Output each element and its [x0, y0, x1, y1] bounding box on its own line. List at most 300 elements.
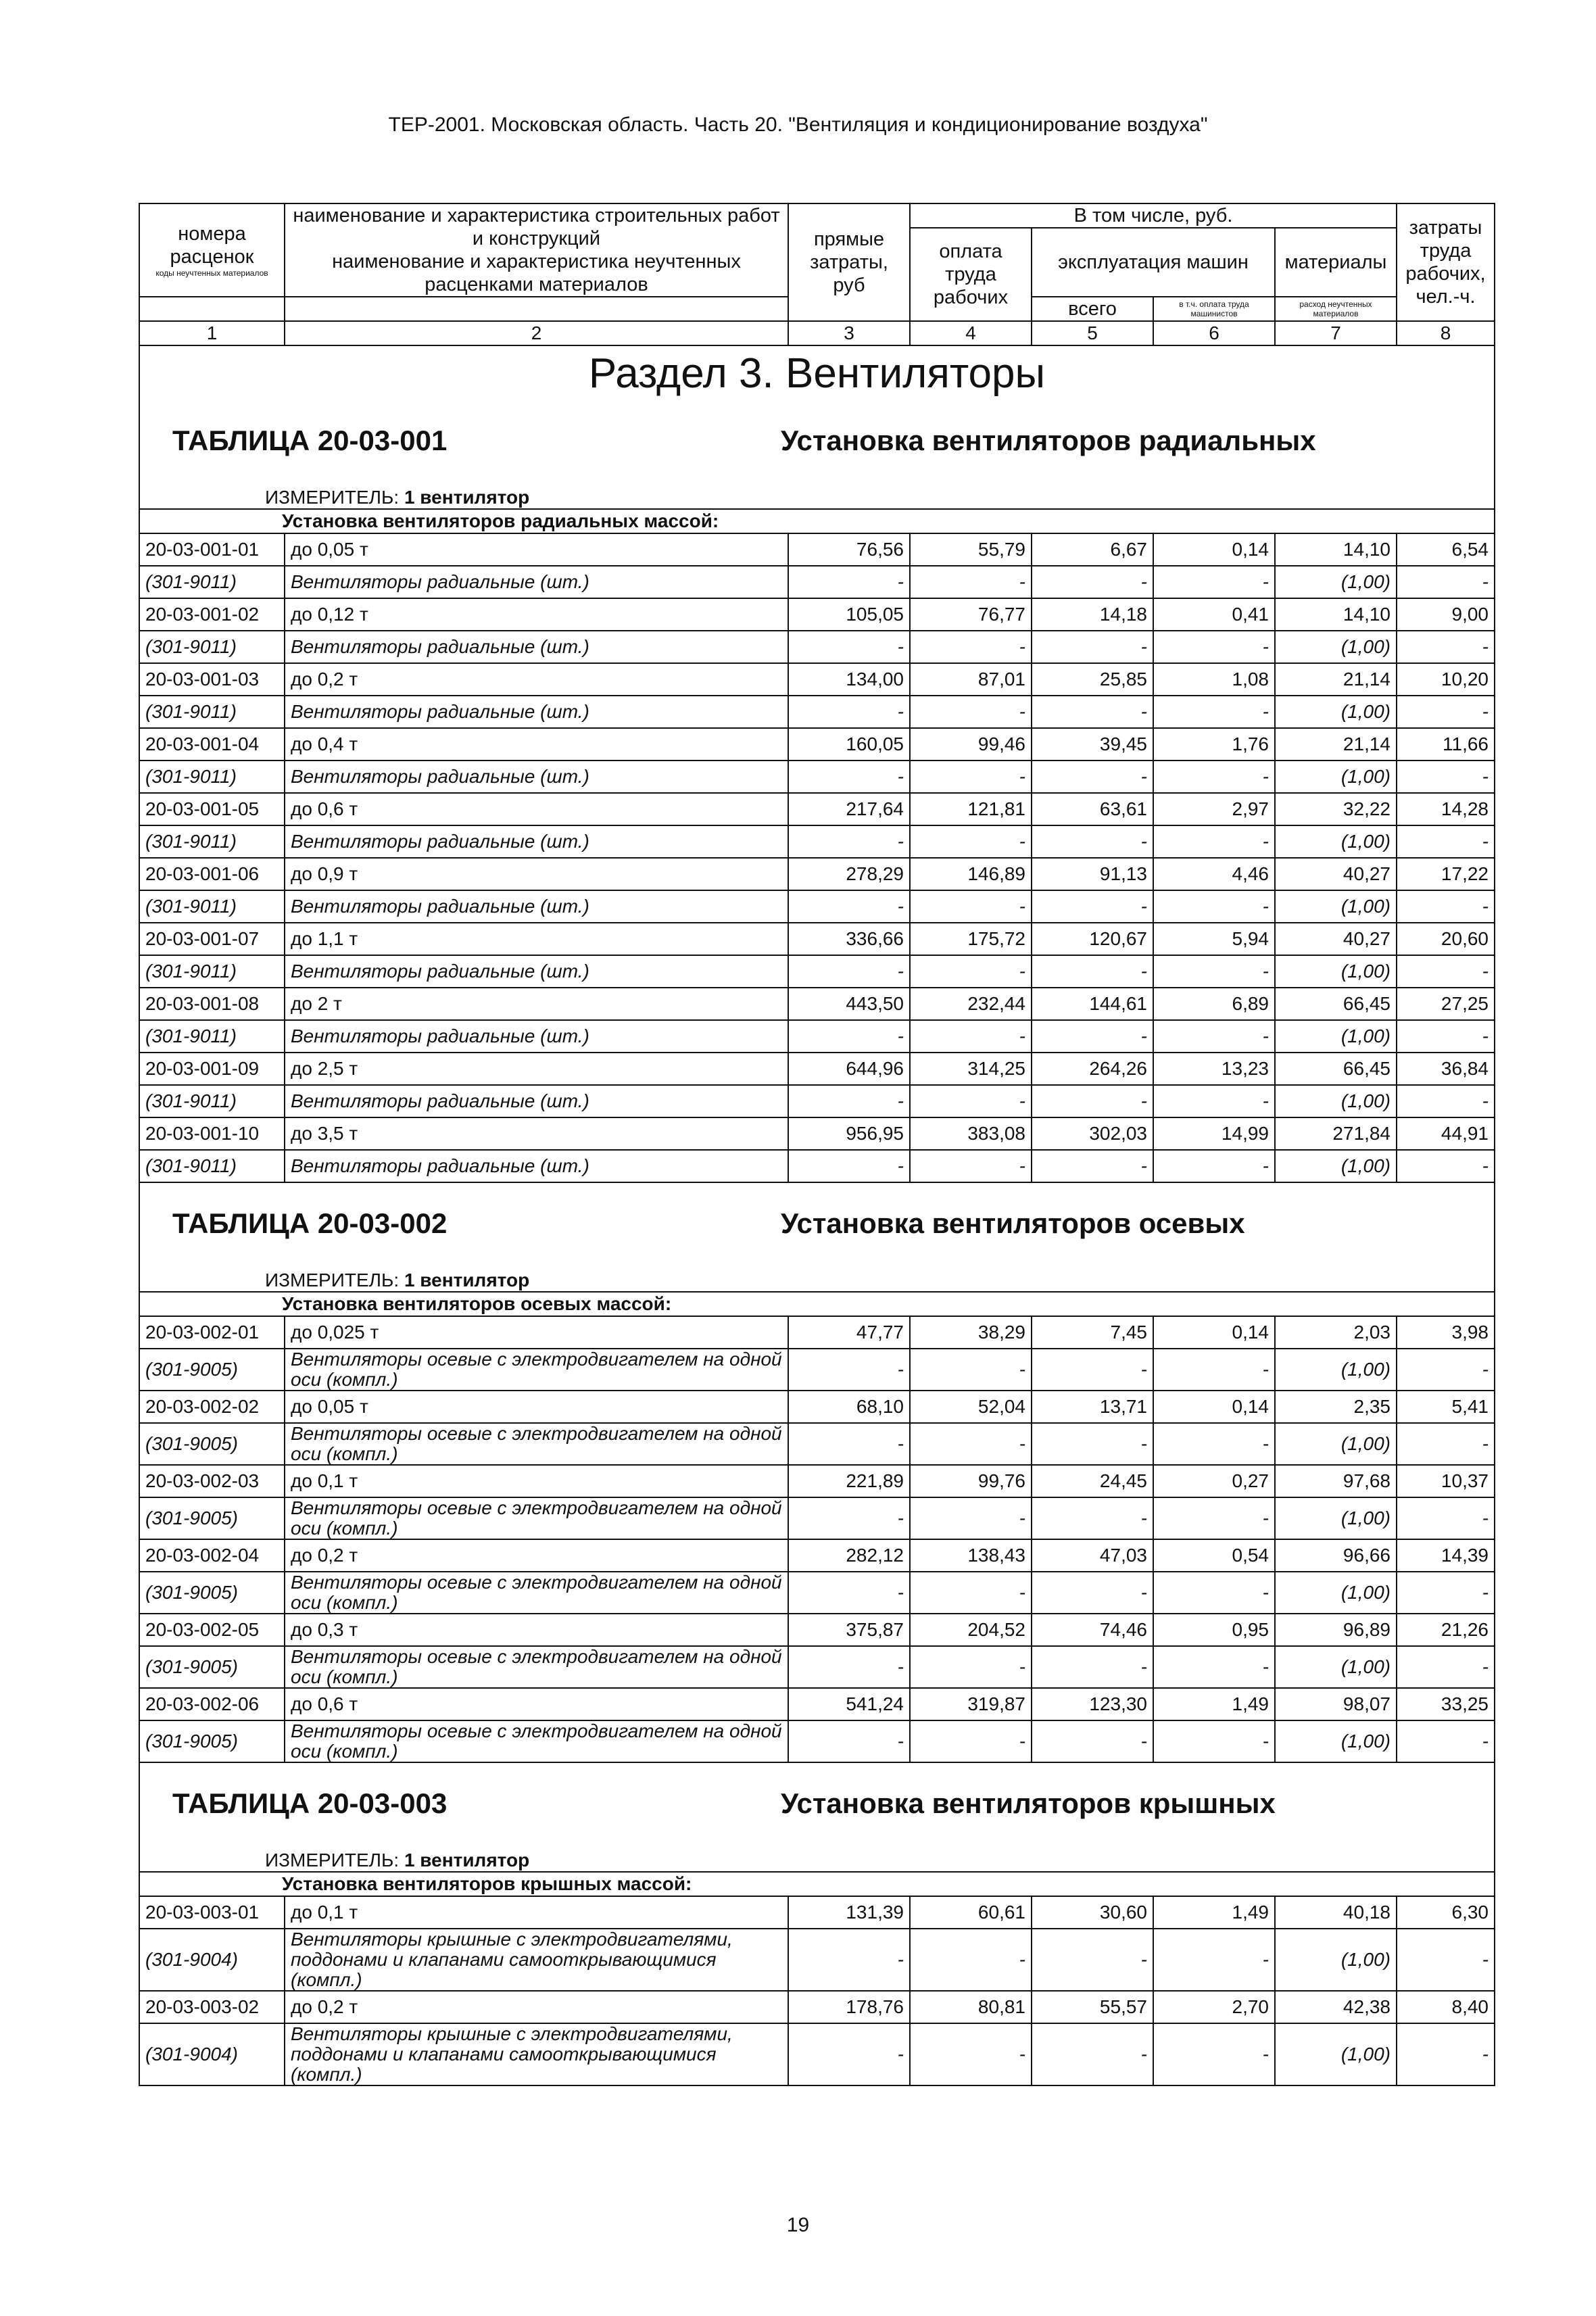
material-row [139, 696, 1495, 728]
rate-value-c6: 1,76 [1153, 728, 1275, 761]
dash-cell: - [1397, 1349, 1495, 1391]
rate-value-c4: 314,25 [910, 1053, 1032, 1085]
dash-cell: - [1153, 1929, 1275, 1991]
rate-value-c7: 32,22 [1275, 793, 1397, 825]
rate-value-c4: 204,52 [910, 1614, 1032, 1646]
rate-value-c7: 2,35 [1275, 1391, 1397, 1423]
material-row [139, 1497, 1495, 1539]
material-name: Вентиляторы радиальные (шт.) [285, 631, 788, 663]
dash-cell: - [788, 825, 910, 858]
rate-value-c4: 55,79 [910, 533, 1032, 566]
dash-cell: - [910, 1020, 1032, 1053]
dash-cell: - [1397, 825, 1495, 858]
rate-value-c5: 144,61 [1032, 988, 1153, 1020]
dash-cell: - [1153, 1150, 1275, 1182]
measure-label: ИЗМЕРИТЕЛЬ: [265, 1850, 400, 1871]
dash-cell: - [1397, 1020, 1495, 1053]
dash-cell: - [1032, 825, 1153, 858]
rate-value-c3: 131,39 [788, 1896, 910, 1929]
machines-header: эксплуатация машин [1032, 228, 1275, 297]
dash-cell: - [1032, 1150, 1153, 1182]
rate-value-c4: 138,43 [910, 1539, 1032, 1572]
material-row [139, 566, 1495, 598]
material-row [139, 1020, 1495, 1053]
rate-value-c8: 27,25 [1397, 988, 1495, 1020]
dash-cell: - [1032, 1720, 1153, 1762]
dash-cell: - [1397, 1646, 1495, 1688]
measure-value: 1 вентилятор [404, 1270, 530, 1290]
measure-value: 1 вентилятор [404, 487, 530, 508]
material-qty: (1,00) [1275, 761, 1397, 793]
material-code: (301-9005) [139, 1572, 285, 1614]
rate-value-c8: 33,25 [1397, 1688, 1495, 1720]
rate-code: 20-03-002-03 [139, 1465, 285, 1497]
material-qty: (1,00) [1275, 890, 1397, 923]
rate-name: до 2 т [285, 988, 788, 1020]
col7-header: расход неучтенных материалов [1275, 297, 1397, 321]
dash-cell: - [1153, 696, 1275, 728]
rate-value-c6: 0,14 [1153, 1391, 1275, 1423]
rate-value-c5: 302,03 [1032, 1117, 1153, 1150]
dash-cell: - [788, 566, 910, 598]
rate-value-c6: 0,95 [1153, 1614, 1275, 1646]
rate-value-c5: 39,45 [1032, 728, 1153, 761]
table-heading [139, 1762, 1495, 1844]
rate-value-c3: 375,87 [788, 1614, 910, 1646]
dash-cell: - [910, 1150, 1032, 1182]
material-qty: (1,00) [1275, 1423, 1397, 1465]
rate-value-c3: 217,64 [788, 793, 910, 825]
rate-value-c8: 14,39 [1397, 1539, 1495, 1572]
rate-row [139, 1053, 1495, 1085]
material-code: (301-9011) [139, 1020, 285, 1053]
rate-value-c5: 120,67 [1032, 923, 1153, 955]
rate-code: 20-03-001-01 [139, 533, 285, 566]
rate-row [139, 988, 1495, 1020]
rate-value-c5: 91,13 [1032, 858, 1153, 890]
material-code: (301-9004) [139, 1929, 285, 1991]
material-name: Вентиляторы осевые с электродвигателем на одной оси (компл.) [285, 1497, 788, 1539]
rate-value-c5: 47,03 [1032, 1539, 1153, 1572]
material-code: (301-9011) [139, 631, 285, 663]
dash-cell: - [1153, 825, 1275, 858]
rate-value-c5: 14,18 [1032, 598, 1153, 631]
col6-header: в т.ч. оплата труда машинистов [1153, 297, 1275, 321]
rate-value-c7: 14,10 [1275, 533, 1397, 566]
material-qty: (1,00) [1275, 1572, 1397, 1614]
dash-cell: - [1032, 955, 1153, 988]
rate-code: 20-03-001-04 [139, 728, 285, 761]
material-code: (301-9011) [139, 566, 285, 598]
rate-value-c7: 271,84 [1275, 1117, 1397, 1150]
rate-value-c6: 1,49 [1153, 1688, 1275, 1720]
dash-cell: - [910, 1572, 1032, 1614]
rate-name: до 0,9 т [285, 858, 788, 890]
rate-value-c5: 74,46 [1032, 1614, 1153, 1646]
dash-cell: - [1153, 631, 1275, 663]
rate-code: 20-03-001-08 [139, 988, 285, 1020]
measure-label: ИЗМЕРИТЕЛЬ: [265, 1270, 400, 1290]
rate-value-c6: 0,41 [1153, 598, 1275, 631]
material-name: Вентиляторы осевые с электродвигателем на одной оси (компл.) [285, 1349, 788, 1391]
material-qty: (1,00) [1275, 1150, 1397, 1182]
rate-name: до 0,025 т [285, 1316, 788, 1349]
rate-value-c5: 55,57 [1032, 1991, 1153, 2023]
rate-value-c8: 17,22 [1397, 858, 1495, 890]
table-heading [139, 1182, 1495, 1264]
rate-name: до 3,5 т [285, 1117, 788, 1150]
material-qty: (1,00) [1275, 1929, 1397, 1991]
dash-cell: - [788, 1020, 910, 1053]
dash-cell: - [1153, 890, 1275, 923]
dash-cell: - [788, 1929, 910, 1991]
material-row [139, 1720, 1495, 1762]
rate-value-c6: 0,14 [1153, 533, 1275, 566]
dash-cell: - [1032, 1423, 1153, 1465]
rate-code: 20-03-001-10 [139, 1117, 285, 1150]
material-row [139, 955, 1495, 988]
rate-value-c6: 0,54 [1153, 1539, 1275, 1572]
column-numbers-row: 1 2 3 4 5 6 7 8 [139, 321, 1495, 345]
rate-value-c3: 221,89 [788, 1465, 910, 1497]
table-title: Установка вентиляторов крышных [781, 1787, 1276, 1819]
material-code: (301-9011) [139, 890, 285, 923]
material-name: Вентиляторы радиальные (шт.) [285, 825, 788, 858]
material-name: Вентиляторы радиальные (шт.) [285, 955, 788, 988]
table-subtitle: Установка вентиляторов радиальных массой: [139, 509, 1495, 533]
dash-cell: - [1032, 1497, 1153, 1539]
material-row [139, 1646, 1495, 1688]
rate-value-c8: 10,37 [1397, 1465, 1495, 1497]
measure-line [139, 1264, 1495, 1292]
material-qty: (1,00) [1275, 1020, 1397, 1053]
rate-value-c5: 25,85 [1032, 663, 1153, 696]
material-row [139, 1929, 1495, 1991]
dash-cell: - [1397, 890, 1495, 923]
rate-value-c7: 14,10 [1275, 598, 1397, 631]
rate-value-c6: 13,23 [1153, 1053, 1275, 1085]
rate-row [139, 1465, 1495, 1497]
material-qty: (1,00) [1275, 955, 1397, 988]
rate-name: до 0,6 т [285, 1688, 788, 1720]
dash-cell: - [1032, 566, 1153, 598]
rate-value-c5: 7,45 [1032, 1316, 1153, 1349]
table-id: ТАБЛИЦА 20-03-003 [172, 1787, 448, 1819]
dash-cell: - [1153, 566, 1275, 598]
material-name: Вентиляторы радиальные (шт.) [285, 566, 788, 598]
measure-value: 1 вентилятор [404, 1850, 530, 1871]
rate-value-c7: 66,45 [1275, 1053, 1397, 1085]
dash-cell: - [910, 955, 1032, 988]
dash-cell: - [1153, 955, 1275, 988]
material-name: Вентиляторы осевые с электродвигателем на одной оси (компл.) [285, 1572, 788, 1614]
column-header-row [139, 203, 1495, 228]
dash-cell: - [910, 2023, 1032, 2085]
rate-value-c6: 5,94 [1153, 923, 1275, 955]
dash-cell: - [1397, 1720, 1495, 1762]
rate-value-c3: 47,77 [788, 1316, 910, 1349]
dash-cell: - [788, 1423, 910, 1465]
rate-value-c7: 42,38 [1275, 1991, 1397, 2023]
rate-value-c4: 146,89 [910, 858, 1032, 890]
rate-row [139, 1117, 1495, 1150]
dash-cell: - [1397, 696, 1495, 728]
dash-cell: - [910, 761, 1032, 793]
rate-value-c7: 98,07 [1275, 1688, 1397, 1720]
dash-cell: - [910, 1646, 1032, 1688]
rate-code: 20-03-001-03 [139, 663, 285, 696]
material-code: (301-9005) [139, 1646, 285, 1688]
dash-cell: - [1397, 631, 1495, 663]
rate-row [139, 728, 1495, 761]
table-id: ТАБЛИЦА 20-03-001 [172, 425, 448, 456]
dash-cell: - [910, 825, 1032, 858]
rate-value-c6: 0,14 [1153, 1316, 1275, 1349]
material-name: Вентиляторы осевые с электродвигателем на одной оси (компл.) [285, 1423, 788, 1465]
dash-cell: - [1153, 1720, 1275, 1762]
dash-cell: - [1397, 1150, 1495, 1182]
rate-code: 20-03-001-06 [139, 858, 285, 890]
material-row [139, 631, 1495, 663]
material-qty: (1,00) [1275, 696, 1397, 728]
dash-cell: - [1397, 761, 1495, 793]
rate-value-c8: 6,54 [1397, 533, 1495, 566]
measure-line [139, 1844, 1495, 1872]
dash-cell: - [1397, 2023, 1495, 2085]
dash-cell: - [910, 1085, 1032, 1117]
rate-value-c6: 6,89 [1153, 988, 1275, 1020]
rate-code: 20-03-002-04 [139, 1539, 285, 1572]
rate-value-c7: 21,14 [1275, 663, 1397, 696]
material-name: Вентиляторы осевые с электродвигателем на одной оси (компл.) [285, 1646, 788, 1688]
dash-cell: - [1397, 1572, 1495, 1614]
rate-value-c4: 232,44 [910, 988, 1032, 1020]
rate-row [139, 1391, 1495, 1423]
dash-cell: - [1153, 1423, 1275, 1465]
rate-name: до 0,4 т [285, 728, 788, 761]
rate-value-c7: 97,68 [1275, 1465, 1397, 1497]
rate-value-c8: 3,98 [1397, 1316, 1495, 1349]
col5-header: всего [1032, 297, 1153, 321]
rate-row [139, 598, 1495, 631]
dash-cell: - [910, 1497, 1032, 1539]
col3-header: прямые затраты, руб [788, 203, 910, 321]
rate-code: 20-03-003-01 [139, 1896, 285, 1929]
rate-value-c3: 76,56 [788, 533, 910, 566]
rate-value-c3: 956,95 [788, 1117, 910, 1150]
rates-table [139, 203, 1495, 2086]
material-name: Вентиляторы радиальные (шт.) [285, 1020, 788, 1053]
rate-value-c5: 24,45 [1032, 1465, 1153, 1497]
rate-value-c7: 40,18 [1275, 1896, 1397, 1929]
dash-cell: - [1032, 631, 1153, 663]
material-row [139, 761, 1495, 793]
dash-cell: - [788, 955, 910, 988]
rate-row [139, 1539, 1495, 1572]
rate-value-c3: 336,66 [788, 923, 910, 955]
dash-cell: - [910, 1929, 1032, 1991]
dash-cell: - [788, 1720, 910, 1762]
rate-name: до 0,12 т [285, 598, 788, 631]
rate-value-c6: 2,70 [1153, 1991, 1275, 2023]
rate-name: до 0,2 т [285, 663, 788, 696]
rate-value-c5: 123,30 [1032, 1688, 1153, 1720]
rate-value-c5: 264,26 [1032, 1053, 1153, 1085]
dash-cell: - [910, 696, 1032, 728]
rate-value-c5: 6,67 [1032, 533, 1153, 566]
dash-cell: - [1032, 761, 1153, 793]
rate-value-c5: 63,61 [1032, 793, 1153, 825]
dash-cell: - [788, 1085, 910, 1117]
material-code: (301-9004) [139, 2023, 285, 2085]
dash-cell: - [1397, 1085, 1495, 1117]
material-qty: (1,00) [1275, 1646, 1397, 1688]
dash-cell: - [1032, 1085, 1153, 1117]
dash-cell: - [788, 1497, 910, 1539]
rate-value-c7: 66,45 [1275, 988, 1397, 1020]
rate-row [139, 1896, 1495, 1929]
material-name: Вентиляторы радиальные (шт.) [285, 1150, 788, 1182]
material-qty: (1,00) [1275, 2023, 1397, 2085]
dash-cell: - [788, 1349, 910, 1391]
material-name: Вентиляторы радиальные (шт.) [285, 890, 788, 923]
material-qty: (1,00) [1275, 1497, 1397, 1539]
material-row [139, 1349, 1495, 1391]
material-name: Вентиляторы крышные с электродвигателями, поддонами и клапанами самооткрывающимися (компл.) [285, 1929, 788, 1991]
rate-row [139, 663, 1495, 696]
dash-cell: - [788, 890, 910, 923]
rate-value-c8: 44,91 [1397, 1117, 1495, 1150]
material-qty: (1,00) [1275, 825, 1397, 858]
dash-cell: - [1032, 1349, 1153, 1391]
material-code: (301-9011) [139, 696, 285, 728]
rate-code: 20-03-001-02 [139, 598, 285, 631]
dash-cell: - [788, 696, 910, 728]
material-code: (301-9011) [139, 825, 285, 858]
dash-cell: - [1032, 1929, 1153, 1991]
rate-name: до 0,05 т [285, 533, 788, 566]
incl-header: В том числе, руб. [910, 203, 1397, 228]
rate-value-c6: 4,46 [1153, 858, 1275, 890]
material-qty: (1,00) [1275, 1349, 1397, 1391]
dash-cell: - [1032, 890, 1153, 923]
dash-cell: - [788, 631, 910, 663]
dash-cell: - [1153, 1646, 1275, 1688]
rate-value-c8: 20,60 [1397, 923, 1495, 955]
rate-value-c8: 10,20 [1397, 663, 1495, 696]
page-number: 19 [786, 2214, 810, 2236]
rate-row [139, 923, 1495, 955]
material-row [139, 2023, 1495, 2085]
rate-value-c6: 14,99 [1153, 1117, 1275, 1150]
rate-value-c8: 5,41 [1397, 1391, 1495, 1423]
rate-code: 20-03-002-01 [139, 1316, 285, 1349]
material-name: Вентиляторы радиальные (шт.) [285, 1085, 788, 1117]
page-header: ТЕР-2001. Московская область. Часть 20. "Вентиляция и кондиционирование воздуха" [388, 114, 1208, 136]
col4-header: оплата труда рабочих [910, 228, 1032, 321]
rate-value-c4: 319,87 [910, 1688, 1032, 1720]
dash-cell: - [1032, 1646, 1153, 1688]
rate-name: до 1,1 т [285, 923, 788, 955]
dash-cell: - [1397, 1423, 1495, 1465]
material-code: (301-9011) [139, 1085, 285, 1117]
dash-cell: - [1032, 1020, 1153, 1053]
rate-value-c3: 178,76 [788, 1991, 910, 2023]
dash-cell: - [1153, 1497, 1275, 1539]
material-name: Вентиляторы осевые с электродвигателем на одной оси (компл.) [285, 1720, 788, 1762]
material-qty: (1,00) [1275, 1085, 1397, 1117]
dash-cell: - [1032, 696, 1153, 728]
table-title: Установка вентиляторов осевых [781, 1207, 1245, 1239]
material-row [139, 1085, 1495, 1117]
dash-cell: - [1397, 1929, 1495, 1991]
rate-value-c8: 6,30 [1397, 1896, 1495, 1929]
rate-name: до 2,5 т [285, 1053, 788, 1085]
rate-row [139, 858, 1495, 890]
rate-value-c3: 134,00 [788, 663, 910, 696]
rate-value-c7: 21,14 [1275, 728, 1397, 761]
rate-value-c3: 105,05 [788, 598, 910, 631]
materials-header: материалы [1275, 228, 1397, 297]
rate-value-c4: 80,81 [910, 1991, 1032, 2023]
rate-value-c4: 99,46 [910, 728, 1032, 761]
rate-value-c7: 40,27 [1275, 923, 1397, 955]
material-code: (301-9005) [139, 1720, 285, 1762]
dash-cell: - [1153, 1020, 1275, 1053]
rate-value-c3: 278,29 [788, 858, 910, 890]
material-code: (301-9005) [139, 1349, 285, 1391]
dash-cell: - [788, 761, 910, 793]
rate-value-c8: 36,84 [1397, 1053, 1495, 1085]
table-subtitle: Установка вентиляторов осевых массой: [139, 1292, 1495, 1316]
material-qty: (1,00) [1275, 566, 1397, 598]
rate-value-c6: 1,49 [1153, 1896, 1275, 1929]
rate-value-c5: 13,71 [1032, 1391, 1153, 1423]
rate-value-c8: 11,66 [1397, 728, 1495, 761]
measure-line [139, 481, 1495, 509]
rate-value-c6: 1,08 [1153, 663, 1275, 696]
col1-header: номера расценок коды неучтенных материалов [139, 203, 285, 297]
rate-value-c3: 160,05 [788, 728, 910, 761]
rate-value-c4: 38,29 [910, 1316, 1032, 1349]
table-heading [139, 400, 1495, 481]
dash-cell: - [788, 1572, 910, 1614]
rate-code: 20-03-001-05 [139, 793, 285, 825]
material-qty: (1,00) [1275, 631, 1397, 663]
rate-name: до 0,3 т [285, 1614, 788, 1646]
rate-value-c7: 96,66 [1275, 1539, 1397, 1572]
rate-name: до 0,1 т [285, 1896, 788, 1929]
rate-code: 20-03-002-02 [139, 1391, 285, 1423]
rate-value-c4: 121,81 [910, 793, 1032, 825]
col2-header: наименование и характеристика строительных работ и конструкций наименование и характеристика неучтенных расценками материалов [285, 203, 788, 297]
material-row [139, 1423, 1495, 1465]
material-qty: (1,00) [1275, 1720, 1397, 1762]
rate-row [139, 793, 1495, 825]
table-subtitle: Установка вентиляторов крышных массой: [139, 1872, 1495, 1896]
rate-name: до 0,2 т [285, 1991, 788, 2023]
rate-row [139, 533, 1495, 566]
rate-value-c8: 9,00 [1397, 598, 1495, 631]
dash-cell: - [788, 1150, 910, 1182]
rate-value-c8: 14,28 [1397, 793, 1495, 825]
material-name: Вентиляторы радиальные (шт.) [285, 761, 788, 793]
rate-code: 20-03-003-02 [139, 1991, 285, 2023]
dash-cell: - [910, 631, 1032, 663]
table-id: ТАБЛИЦА 20-03-002 [172, 1207, 448, 1239]
rate-value-c3: 282,12 [788, 1539, 910, 1572]
material-name: Вентиляторы крышные с электродвигателями, поддонами и клапанами самооткрывающимися (компл.) [285, 2023, 788, 2085]
